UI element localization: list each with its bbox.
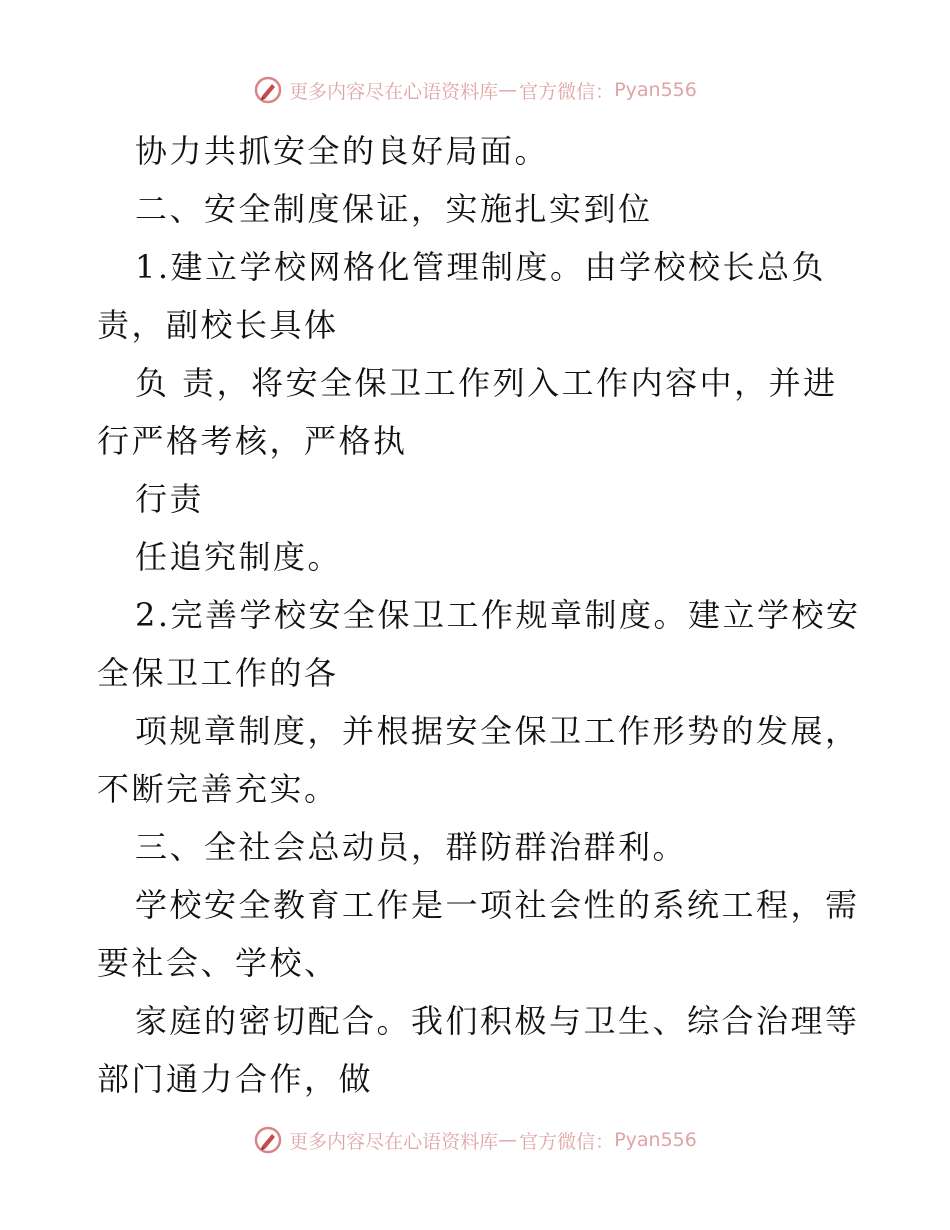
- text-line: 责，副校长具体: [97, 306, 339, 344]
- text-line: 全保卫工作的各: [97, 654, 339, 692]
- watermark-text: 更多内容尽在心语资料库: [289, 80, 499, 103]
- text-line: 部门通力合作，做: [97, 1060, 374, 1098]
- watermark-contact-id: Pyan556: [614, 1129, 697, 1151]
- watermark-contact-id: Pyan556: [614, 79, 697, 101]
- text-line: 三、全社会总动员，群防群治群利。: [135, 828, 688, 866]
- text-line: 家庭的密切配合。我们积极与卫生、综合治理等: [135, 1002, 860, 1040]
- document-body: [97, 122, 861, 1108]
- watermark-separator: —: [498, 1129, 518, 1151]
- text-line: 行责: [135, 480, 205, 518]
- text-line: 2.完善学校安全保卫工作规章制度。建立学校安: [135, 596, 861, 634]
- watermark-text: 更多内容尽在心语资料库: [289, 1130, 499, 1153]
- text-line: 负 责，将安全保卫工作列入工作内容中，并进: [135, 364, 838, 402]
- text-line: 学校安全教育工作是一项社会性的系统工程，需: [135, 886, 860, 924]
- text-line: 不断完善充实。: [97, 770, 339, 808]
- text-line: 项规章制度，并根据安全保卫工作形势的发展，: [135, 712, 860, 750]
- footer-watermark: [0, 1120, 950, 1160]
- header-watermark: [0, 70, 950, 110]
- pen-logo-icon: [253, 1125, 283, 1155]
- text-line: 要社会、学校、: [97, 944, 339, 982]
- text-line: 任追究制度。: [135, 538, 343, 576]
- watermark-contact-prefix: 官方微信：: [519, 1130, 615, 1153]
- text-line: 二、安全制度保证，实施扎实到位: [135, 190, 653, 228]
- text-line: 协力共抓安全的良好局面。: [135, 132, 550, 170]
- watermark-separator: —: [498, 79, 518, 101]
- pen-logo-icon: [253, 75, 283, 105]
- text-line: 1.建立学校网格化管理制度。由学校校长总负: [135, 248, 827, 286]
- watermark-contact-prefix: 官方微信：: [519, 80, 615, 103]
- text-line: 行严格考核，严格执: [97, 422, 408, 460]
